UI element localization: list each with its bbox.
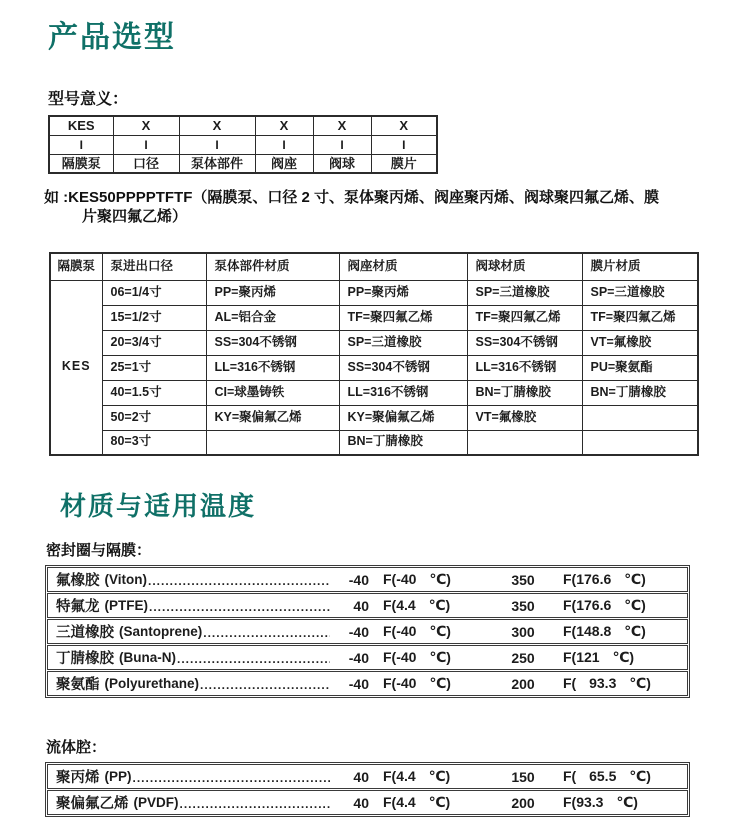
max-temp-f: 250 — [511, 649, 535, 666]
diaphragm-material-cell: BN=丁腈橡胶 — [582, 380, 698, 405]
seat-material-cell: SP=三道橡胶 — [339, 330, 467, 355]
diaphragm-material-cell: SP=三道橡胶 — [582, 280, 698, 305]
min-temp-f: -40 — [348, 623, 369, 640]
max-temp-f: 200 — [511, 794, 535, 811]
fluid-temperature-table — [45, 762, 690, 817]
model-example — [44, 188, 704, 226]
max-temp-f: 300 — [511, 623, 535, 640]
max-temp-c: F( 65.5 ℃) — [563, 768, 651, 784]
max-temp-c: F(176.6 ℃) — [563, 571, 646, 587]
max-temp-f: 350 — [511, 597, 535, 614]
body-material-cell — [206, 430, 339, 455]
model-connector-cell: I — [49, 135, 113, 154]
model-code-cell: KES — [49, 116, 113, 135]
min-temp-f: 40 — [353, 768, 369, 785]
seat-material-cell: PP=聚丙烯 — [339, 280, 467, 305]
material-name-en: (Viton) — [104, 572, 147, 587]
selection-header-cell: 隔膜泵 — [50, 253, 102, 280]
model-meaning-label: 型号意义： — [48, 91, 129, 108]
list-item — [47, 671, 688, 696]
body-material-cell: KY=聚偏氟乙烯 — [206, 405, 339, 430]
dot-leader — [200, 675, 330, 695]
dot-leader — [180, 794, 331, 814]
ball-material-cell: BN=丁腈橡胶 — [467, 380, 582, 405]
seal-diaphragm-label: 密封圈与隔膜： — [46, 542, 152, 559]
material-name-en: (Buna-N) — [119, 650, 176, 665]
model-name-cell: 膜片 — [371, 154, 437, 173]
model-connector-cell: I — [113, 135, 179, 154]
table-row — [50, 380, 698, 405]
series-code-cell: KES — [50, 280, 102, 455]
dot-leader — [177, 649, 330, 669]
material-name-cn: 丁腈橡胶 — [56, 651, 114, 667]
max-temp-f: 350 — [511, 571, 535, 588]
model-connector-cell: I — [371, 135, 437, 154]
ball-material-cell — [467, 430, 582, 455]
material-name-en: (Polyurethane) — [104, 676, 200, 691]
model-name-cell: 隔膜泵 — [49, 154, 113, 173]
min-temp-f: 40 — [353, 597, 369, 614]
section-title-materials: 材质与适用温度 — [60, 491, 257, 521]
model-name-cell: 口径 — [113, 154, 179, 173]
ball-material-cell: SP=三道橡胶 — [467, 280, 582, 305]
material-name-cn: 三道橡胶 — [56, 625, 114, 641]
model-connector-cell: I — [313, 135, 371, 154]
model-name-cell: 阀球 — [313, 154, 371, 173]
min-temp-f: 40 — [353, 794, 369, 811]
material-name-cn: 氟橡胶 — [56, 573, 100, 589]
table-row — [50, 355, 698, 380]
ball-material-cell: SS=304不锈钢 — [467, 330, 582, 355]
selection-header-cell: 泵体部件材质 — [206, 253, 339, 280]
min-temp-f: -40 — [348, 675, 369, 692]
diaphragm-material-cell: TF=聚四氟乙烯 — [582, 305, 698, 330]
model-connector-row — [49, 135, 437, 154]
port-size-cell: 50=2寸 — [102, 405, 206, 430]
catalog-page — [0, 12, 750, 818]
list-item — [47, 619, 688, 644]
dot-leader — [203, 623, 330, 643]
model-code-cell: X — [179, 116, 255, 135]
dot-leader — [149, 597, 330, 617]
body-material-cell: LL=316不锈钢 — [206, 355, 339, 380]
diaphragm-material-cell — [582, 405, 698, 430]
diaphragm-material-cell: VT=氟橡胶 — [582, 330, 698, 355]
list-item — [47, 764, 688, 789]
seal-temperature-table — [45, 565, 690, 698]
model-code-cell: X — [255, 116, 313, 135]
model-example-line2: 片聚四氟乙烯） — [82, 208, 188, 225]
seat-material-cell: BN=丁腈橡胶 — [339, 430, 467, 455]
page-title: 产品选型 — [48, 21, 176, 54]
min-temp-c: F(-40 ℃) — [383, 675, 451, 691]
diaphragm-material-cell: PU=聚氨酯 — [582, 355, 698, 380]
max-temp-c: F(93.3 ℃) — [563, 794, 638, 810]
list-item — [47, 567, 688, 592]
material-name-cn: 聚偏氟乙烯 — [56, 796, 129, 812]
port-size-cell: 20=3/4寸 — [102, 330, 206, 355]
min-temp-c: F(4.4 ℃) — [383, 768, 451, 784]
list-item — [47, 593, 688, 618]
material-name-cn: 聚氨酯 — [56, 677, 100, 693]
min-temp-c: F(4.4 ℃) — [383, 597, 451, 613]
min-temp-f: -40 — [348, 649, 369, 666]
min-temp-c: F(-40 ℃) — [383, 571, 451, 587]
body-material-cell: CI=球墨铸铁 — [206, 380, 339, 405]
body-material-cell: PP=聚丙烯 — [206, 280, 339, 305]
body-material-cell: AL=铝合金 — [206, 305, 339, 330]
material-name-en: (PVDF) — [133, 795, 179, 810]
model-connector-cell: I — [255, 135, 313, 154]
material-name-en: (PTFE) — [104, 598, 148, 613]
model-name-row — [49, 154, 437, 173]
model-connector-cell: I — [179, 135, 255, 154]
table-row — [50, 280, 698, 305]
selection-header-cell: 阀座材质 — [339, 253, 467, 280]
diaphragm-material-cell — [582, 430, 698, 455]
table-row — [50, 430, 698, 455]
min-temp-c: F(-40 ℃) — [383, 623, 451, 639]
model-code-row — [49, 116, 437, 135]
material-name-cn: 聚丙烯 — [56, 770, 100, 786]
port-size-cell: 25=1寸 — [102, 355, 206, 380]
max-temp-f: 200 — [511, 675, 535, 692]
ball-material-cell: TF=聚四氟乙烯 — [467, 305, 582, 330]
max-temp-c: F( 93.3 ℃) — [563, 675, 651, 691]
model-code-cell: X — [313, 116, 371, 135]
selection-table — [49, 252, 699, 456]
table-row — [50, 305, 698, 330]
fluid-chamber-label: 流体腔： — [46, 739, 107, 756]
seat-material-cell: SS=304不锈钢 — [339, 355, 467, 380]
max-temp-c: F(121 ℃) — [563, 649, 635, 665]
selection-header-cell: 阀球材质 — [467, 253, 582, 280]
seat-material-cell: LL=316不锈钢 — [339, 380, 467, 405]
model-example-line1: 如 :KES50PPPPTFTF（隔膜泵、口径 2 寸、泵体聚丙烯、阀座聚丙烯、阀球聚四氟乙烯、膜 — [44, 189, 660, 206]
table-row — [50, 330, 698, 355]
min-temp-c: F(-40 ℃) — [383, 649, 451, 665]
model-name-cell: 阀座 — [255, 154, 313, 173]
model-code-cell: X — [371, 116, 437, 135]
port-size-cell: 06=1/4寸 — [102, 280, 206, 305]
max-temp-c: F(148.8 ℃) — [563, 623, 646, 639]
model-meaning-table — [48, 115, 438, 174]
list-item — [47, 645, 688, 670]
ball-material-cell: VT=氟橡胶 — [467, 405, 582, 430]
material-name-en: (PP) — [104, 769, 132, 784]
selection-header-cell: 泵进出口径 — [102, 253, 206, 280]
port-size-cell: 15=1/2寸 — [102, 305, 206, 330]
port-size-cell: 80=3寸 — [102, 430, 206, 455]
dot-leader — [148, 571, 330, 591]
selection-header-row — [50, 253, 698, 280]
max-temp-f: 150 — [511, 768, 535, 785]
list-item — [47, 790, 688, 815]
seat-material-cell: TF=聚四氟乙烯 — [339, 305, 467, 330]
min-temp-f: -40 — [348, 571, 369, 588]
model-code-cell: X — [113, 116, 179, 135]
max-temp-c: F(176.6 ℃) — [563, 597, 646, 613]
port-size-cell: 40=1.5寸 — [102, 380, 206, 405]
body-material-cell: SS=304不锈钢 — [206, 330, 339, 355]
min-temp-c: F(4.4 ℃) — [383, 794, 451, 810]
model-name-cell: 泵体部件 — [179, 154, 255, 173]
selection-header-cell: 膜片材质 — [582, 253, 698, 280]
table-row — [50, 405, 698, 430]
seat-material-cell: KY=聚偏氟乙烯 — [339, 405, 467, 430]
material-name-cn: 特氟龙 — [56, 599, 100, 615]
ball-material-cell: LL=316不锈钢 — [467, 355, 582, 380]
dot-leader — [133, 768, 331, 788]
material-name-en: (Santoprene) — [119, 624, 203, 639]
